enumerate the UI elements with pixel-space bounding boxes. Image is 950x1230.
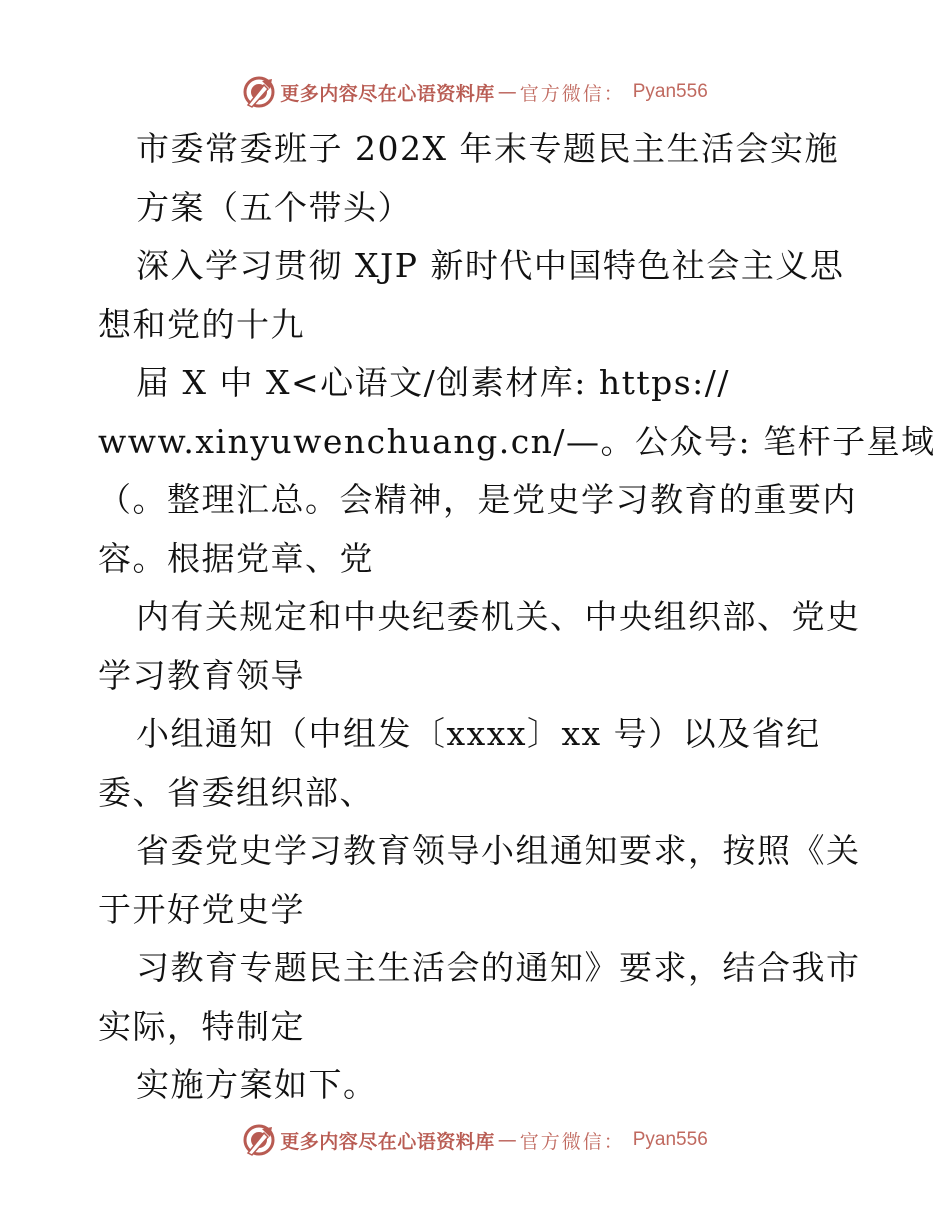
header-watermark [0, 72, 950, 112]
paragraph-line: 实际，特制定 [98, 1006, 305, 1046]
paragraph-line: 于开好党史学 [98, 889, 305, 929]
paragraph-line: www.xinyuwenchuang.cn/—。公众号: 笔杆子星域 [98, 421, 936, 461]
paragraph-line: 委、省委组织部、 [98, 772, 374, 812]
watermark-separator: — [497, 1129, 517, 1151]
watermark-wechat-id: Pyan556 [632, 1129, 708, 1150]
paragraph-line: 届 X 中 X<心语文/创素材库: https:// [136, 363, 731, 402]
paragraph-line: 学习教育领导 [98, 655, 305, 695]
watermark-main-text: 更多内容尽在心语资料库 [280, 1130, 495, 1153]
paragraph-line: 深入学习贯彻 XJP 新时代中国特色社会主义思 [136, 246, 845, 285]
watermark-wechat-id: Pyan556 [632, 81, 708, 102]
watermark-main-text: 更多内容尽在心语资料库 [280, 82, 495, 105]
footer-watermark [0, 1120, 950, 1160]
paragraph-line: 实施方案如下。 [136, 1065, 378, 1104]
watermark-label: 官方微信： [519, 82, 625, 105]
paragraph-line: 习教育专题民主生活会的通知》要求，结合我市 [136, 948, 861, 987]
watermark-label: 官方微信： [519, 1130, 625, 1153]
watermark-separator: — [497, 81, 517, 103]
paragraph-line: 想和党的十九 [98, 304, 305, 344]
document-body [98, 120, 936, 1115]
paragraph-line: 内有关规定和中央纪委机关、中央组织部、党史 [136, 597, 861, 636]
pen-logo-icon [242, 75, 276, 109]
paragraph-line: 省委党史学习教育领导小组通知要求，按照《关 [136, 831, 861, 870]
doc-title-line-1: 市委常委班子 202X 年末专题民主生活会实施 [136, 129, 839, 168]
pen-logo-icon [242, 1123, 276, 1157]
paragraph-line: 容。根据党章、党 [98, 538, 374, 578]
doc-title-line-2: 方案（五个带头） [136, 187, 412, 227]
paragraph-line: （。整理汇总。会精神，是党史学习教育的重要内 [98, 480, 857, 519]
paragraph-line: 小组通知（中组发〔xxxx〕xx 号）以及省纪 [136, 714, 821, 753]
